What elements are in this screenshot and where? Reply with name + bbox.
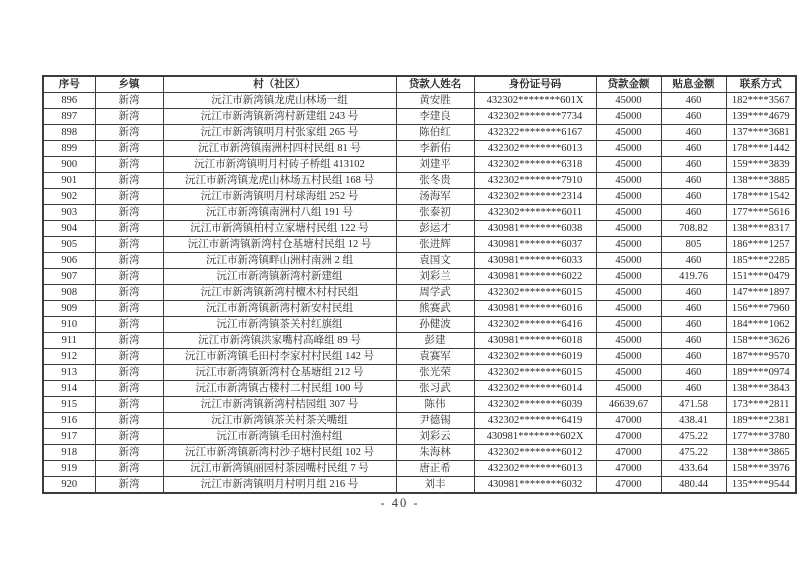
cell-id-number: 432302********6013 (474, 461, 596, 477)
cell-contact: 178****1542 (726, 189, 796, 205)
table-row (43, 365, 796, 381)
cell-subsidy-amount: 460 (661, 333, 726, 349)
cell-village: 沅江市新湾镇茶关村红旗组 (163, 317, 396, 333)
cell-serial: 902 (43, 189, 95, 205)
cell-id-number: 432302********6012 (474, 445, 596, 461)
cell-subsidy-amount: 460 (661, 301, 726, 317)
loan-subsidy-table (42, 75, 797, 494)
cell-loan-amount: 45000 (596, 253, 661, 269)
cell-serial: 916 (43, 413, 95, 429)
cell-id-number: 430981********602X (474, 429, 596, 445)
cell-subsidy-amount: 460 (661, 349, 726, 365)
cell-serial: 896 (43, 93, 95, 109)
cell-contact: 138****3843 (726, 381, 796, 397)
cell-borrower-name: 袁赛军 (396, 349, 474, 365)
cell-subsidy-amount: 438.41 (661, 413, 726, 429)
table-row (43, 237, 796, 253)
cell-town: 新湾 (95, 365, 163, 381)
cell-village: 沅江市新湾镇明月村砖子桥组 413102 (163, 157, 396, 173)
column-header-serial: 序号 (43, 76, 95, 93)
cell-serial: 898 (43, 125, 95, 141)
cell-id-number: 430981********6038 (474, 221, 596, 237)
cell-contact: 138****8317 (726, 221, 796, 237)
table-row (43, 397, 796, 413)
cell-loan-amount: 45000 (596, 237, 661, 253)
cell-contact: 185****2285 (726, 253, 796, 269)
cell-town: 新湾 (95, 237, 163, 253)
cell-subsidy-amount: 460 (661, 285, 726, 301)
cell-id-number: 432302********2314 (474, 189, 596, 205)
cell-borrower-name: 周学武 (396, 285, 474, 301)
cell-town: 新湾 (95, 125, 163, 141)
cell-town: 新湾 (95, 445, 163, 461)
cell-serial: 910 (43, 317, 95, 333)
cell-contact: 189****0974 (726, 365, 796, 381)
cell-town: 新湾 (95, 461, 163, 477)
cell-village: 沅江市新湾镇柏村立家塘村民组 122 号 (163, 221, 396, 237)
cell-village: 沅江市新湾镇丽园村茶园嘴村民组 7 号 (163, 461, 396, 477)
cell-contact: 158****3626 (726, 333, 796, 349)
cell-serial: 912 (43, 349, 95, 365)
cell-id-number: 430981********6037 (474, 237, 596, 253)
cell-subsidy-amount: 460 (661, 173, 726, 189)
cell-town: 新湾 (95, 301, 163, 317)
cell-subsidy-amount: 460 (661, 253, 726, 269)
cell-serial: 900 (43, 157, 95, 173)
cell-serial: 906 (43, 253, 95, 269)
cell-contact: 138****3885 (726, 173, 796, 189)
table-row (43, 189, 796, 205)
cell-id-number: 432302********6019 (474, 349, 596, 365)
table-row (43, 381, 796, 397)
cell-loan-amount: 45000 (596, 125, 661, 141)
cell-loan-amount: 45000 (596, 93, 661, 109)
cell-borrower-name: 陈伯红 (396, 125, 474, 141)
cell-loan-amount: 45000 (596, 157, 661, 173)
cell-town: 新湾 (95, 173, 163, 189)
cell-town: 新湾 (95, 285, 163, 301)
column-header-village: 村（社区） (163, 76, 396, 93)
cell-contact: 139****4679 (726, 109, 796, 125)
table-row (43, 349, 796, 365)
table-row (43, 157, 796, 173)
cell-village: 沅江市新湾镇新湾村新建组 (163, 269, 396, 285)
cell-serial: 913 (43, 365, 95, 381)
cell-serial: 917 (43, 429, 95, 445)
table-row (43, 221, 796, 237)
cell-village: 沅江市新湾镇畔山洲村南洲 2 组 (163, 253, 396, 269)
cell-loan-amount: 47000 (596, 413, 661, 429)
table-row (43, 413, 796, 429)
cell-borrower-name: 朱海林 (396, 445, 474, 461)
cell-borrower-name: 刘彩兰 (396, 269, 474, 285)
table-row (43, 333, 796, 349)
cell-village: 沅江市新湾镇南洲村四村民组 81 号 (163, 141, 396, 157)
cell-subsidy-amount: 805 (661, 237, 726, 253)
cell-contact: 173****2811 (726, 397, 796, 413)
table-row (43, 445, 796, 461)
cell-serial: 911 (43, 333, 95, 349)
cell-subsidy-amount: 460 (661, 365, 726, 381)
cell-loan-amount: 45000 (596, 173, 661, 189)
cell-loan-amount: 46639.67 (596, 397, 661, 413)
cell-village: 沅江市新湾镇明月村明月组 216 号 (163, 477, 396, 494)
table-row (43, 429, 796, 445)
cell-village: 沅江市新湾镇新湾村沙子塘村民组 102 号 (163, 445, 396, 461)
cell-village: 沅江市新湾镇毛田村李家村村民组 142 号 (163, 349, 396, 365)
cell-borrower-name: 张光荣 (396, 365, 474, 381)
cell-contact: 189****2381 (726, 413, 796, 429)
cell-loan-amount: 45000 (596, 365, 661, 381)
column-header-subsidy-amount: 贴息金额 (661, 76, 726, 93)
cell-contact: 186****1257 (726, 237, 796, 253)
cell-borrower-name: 黄安胜 (396, 93, 474, 109)
cell-id-number: 432302********6011 (474, 205, 596, 221)
cell-town: 新湾 (95, 349, 163, 365)
cell-borrower-name: 陈伟 (396, 397, 474, 413)
cell-town: 新湾 (95, 381, 163, 397)
cell-village: 沅江市新湾镇茶关村茶关嘴组 (163, 413, 396, 429)
cell-id-number: 432302********6014 (474, 381, 596, 397)
cell-subsidy-amount: 480.44 (661, 477, 726, 494)
cell-village: 沅江市新湾镇古楼村二村民组 100 号 (163, 381, 396, 397)
cell-town: 新湾 (95, 141, 163, 157)
cell-borrower-name: 张泰初 (396, 205, 474, 221)
cell-village: 沅江市新湾镇新湾村桔园组 307 号 (163, 397, 396, 413)
cell-town: 新湾 (95, 157, 163, 173)
column-header-town: 乡镇 (95, 76, 163, 93)
cell-subsidy-amount: 460 (661, 157, 726, 173)
cell-contact: 182****3567 (726, 93, 796, 109)
table-row (43, 173, 796, 189)
cell-loan-amount: 45000 (596, 301, 661, 317)
cell-loan-amount: 45000 (596, 205, 661, 221)
cell-subsidy-amount: 471.58 (661, 397, 726, 413)
cell-serial: 918 (43, 445, 95, 461)
cell-contact: 138****3865 (726, 445, 796, 461)
column-header-borrower-name: 贷款人姓名 (396, 76, 474, 93)
cell-serial: 915 (43, 397, 95, 413)
cell-contact: 151****0479 (726, 269, 796, 285)
cell-village: 沅江市新湾镇南洲村八组 191 号 (163, 205, 396, 221)
cell-id-number: 432302********6015 (474, 365, 596, 381)
cell-village: 沅江市新湾镇洪家嘴村高峰组 89 号 (163, 333, 396, 349)
cell-town: 新湾 (95, 205, 163, 221)
cell-loan-amount: 47000 (596, 445, 661, 461)
table-row (43, 285, 796, 301)
cell-id-number: 430981********6018 (474, 333, 596, 349)
cell-contact: 156****7960 (726, 301, 796, 317)
cell-village: 沅江市新湾镇龙虎山林场五村民组 168 号 (163, 173, 396, 189)
cell-serial: 908 (43, 285, 95, 301)
cell-town: 新湾 (95, 397, 163, 413)
cell-village: 沅江市新湾镇新湾村新建组 243 号 (163, 109, 396, 125)
column-header-loan-amount: 贷款金额 (596, 76, 661, 93)
cell-town: 新湾 (95, 221, 163, 237)
cell-contact: 177****3780 (726, 429, 796, 445)
cell-id-number: 432302********6039 (474, 397, 596, 413)
cell-borrower-name: 孙健波 (396, 317, 474, 333)
cell-town: 新湾 (95, 333, 163, 349)
cell-serial: 904 (43, 221, 95, 237)
cell-contact: 135****9544 (726, 477, 796, 494)
table-row (43, 269, 796, 285)
table-row (43, 141, 796, 157)
cell-subsidy-amount: 475.22 (661, 445, 726, 461)
cell-loan-amount: 45000 (596, 317, 661, 333)
cell-subsidy-amount: 419.76 (661, 269, 726, 285)
cell-serial: 919 (43, 461, 95, 477)
cell-subsidy-amount: 475.22 (661, 429, 726, 445)
cell-loan-amount: 47000 (596, 429, 661, 445)
cell-id-number: 432302********6013 (474, 141, 596, 157)
cell-serial: 899 (43, 141, 95, 157)
cell-village: 沅江市新湾镇毛田村渔村组 (163, 429, 396, 445)
cell-borrower-name: 彭建 (396, 333, 474, 349)
cell-subsidy-amount: 460 (661, 125, 726, 141)
column-header-id-number: 身份证号码 (474, 76, 596, 93)
cell-id-number: 432302********601X (474, 93, 596, 109)
cell-subsidy-amount: 460 (661, 93, 726, 109)
cell-serial: 901 (43, 173, 95, 189)
cell-contact: 137****3681 (726, 125, 796, 141)
cell-id-number: 430981********6016 (474, 301, 596, 317)
cell-serial: 897 (43, 109, 95, 125)
cell-town: 新湾 (95, 317, 163, 333)
cell-contact: 184****1062 (726, 317, 796, 333)
cell-borrower-name: 张习武 (396, 381, 474, 397)
cell-loan-amount: 45000 (596, 333, 661, 349)
cell-subsidy-amount: 460 (661, 317, 726, 333)
cell-borrower-name: 熊赛武 (396, 301, 474, 317)
cell-loan-amount: 45000 (596, 221, 661, 237)
cell-town: 新湾 (95, 253, 163, 269)
cell-borrower-name: 李新佑 (396, 141, 474, 157)
cell-town: 新湾 (95, 269, 163, 285)
cell-village: 沅江市新湾镇明月村球海组 252 号 (163, 189, 396, 205)
cell-village: 沅江市新湾镇新湾村新安村民组 (163, 301, 396, 317)
cell-id-number: 432302********7734 (474, 109, 596, 125)
column-header-contact: 联系方式 (726, 76, 796, 93)
cell-borrower-name: 袁国文 (396, 253, 474, 269)
cell-borrower-name: 刘彩云 (396, 429, 474, 445)
cell-borrower-name: 唐正希 (396, 461, 474, 477)
cell-loan-amount: 45000 (596, 189, 661, 205)
table-row (43, 477, 796, 494)
cell-borrower-name: 刘建平 (396, 157, 474, 173)
cell-village: 沅江市新湾镇新湾村檀木村村民组 (163, 285, 396, 301)
cell-borrower-name: 张进辉 (396, 237, 474, 253)
table-row (43, 301, 796, 317)
cell-village: 沅江市新湾镇明月村张家组 265 号 (163, 125, 396, 141)
cell-village: 沅江市新湾镇新湾村仓基塘村民组 12 号 (163, 237, 396, 253)
cell-town: 新湾 (95, 429, 163, 445)
cell-contact: 158****3976 (726, 461, 796, 477)
cell-loan-amount: 45000 (596, 349, 661, 365)
cell-subsidy-amount: 433.64 (661, 461, 726, 477)
cell-contact: 178****1442 (726, 141, 796, 157)
cell-id-number: 432302********6318 (474, 157, 596, 173)
table-row (43, 461, 796, 477)
cell-subsidy-amount: 460 (661, 109, 726, 125)
cell-serial: 907 (43, 269, 95, 285)
cell-serial: 920 (43, 477, 95, 494)
cell-serial: 905 (43, 237, 95, 253)
cell-id-number: 430981********6033 (474, 253, 596, 269)
cell-loan-amount: 47000 (596, 461, 661, 477)
cell-town: 新湾 (95, 189, 163, 205)
page-number: - 40 - (380, 496, 420, 510)
cell-loan-amount: 45000 (596, 285, 661, 301)
cell-borrower-name: 张冬贵 (396, 173, 474, 189)
cell-id-number: 432302********6416 (474, 317, 596, 333)
cell-contact: 159****3839 (726, 157, 796, 173)
cell-id-number: 430981********6032 (474, 477, 596, 494)
cell-borrower-name: 彭运才 (396, 221, 474, 237)
cell-contact: 187****9570 (726, 349, 796, 365)
cell-village: 沅江市新湾镇新湾村仓基塘组 212 号 (163, 365, 396, 381)
cell-contact: 147****1897 (726, 285, 796, 301)
cell-town: 新湾 (95, 93, 163, 109)
cell-subsidy-amount: 708.82 (661, 221, 726, 237)
table-row (43, 317, 796, 333)
table-row (43, 253, 796, 269)
table-row (43, 205, 796, 221)
cell-borrower-name: 汤海军 (396, 189, 474, 205)
cell-town: 新湾 (95, 477, 163, 494)
cell-loan-amount: 45000 (596, 141, 661, 157)
cell-subsidy-amount: 460 (661, 189, 726, 205)
cell-town: 新湾 (95, 413, 163, 429)
cell-contact: 177****5616 (726, 205, 796, 221)
table-row (43, 109, 796, 125)
cell-subsidy-amount: 460 (661, 381, 726, 397)
cell-serial: 914 (43, 381, 95, 397)
cell-id-number: 432302********6419 (474, 413, 596, 429)
table-row (43, 125, 796, 141)
cell-id-number: 432322********6167 (474, 125, 596, 141)
cell-serial: 903 (43, 205, 95, 221)
cell-serial: 909 (43, 301, 95, 317)
cell-town: 新湾 (95, 109, 163, 125)
cell-loan-amount: 45000 (596, 269, 661, 285)
cell-id-number: 430981********6022 (474, 269, 596, 285)
cell-id-number: 432302********6015 (474, 285, 596, 301)
cell-subsidy-amount: 460 (661, 141, 726, 157)
cell-borrower-name: 尹德锡 (396, 413, 474, 429)
cell-loan-amount: 47000 (596, 477, 661, 494)
table-row (43, 93, 796, 109)
cell-village: 沅江市新湾镇龙虎山林场一组 (163, 93, 396, 109)
cell-borrower-name: 刘丰 (396, 477, 474, 494)
cell-subsidy-amount: 460 (661, 205, 726, 221)
cell-id-number: 432302********7910 (474, 173, 596, 189)
cell-loan-amount: 45000 (596, 109, 661, 125)
table-header-row (43, 76, 796, 93)
cell-borrower-name: 李建良 (396, 109, 474, 125)
cell-loan-amount: 45000 (596, 381, 661, 397)
